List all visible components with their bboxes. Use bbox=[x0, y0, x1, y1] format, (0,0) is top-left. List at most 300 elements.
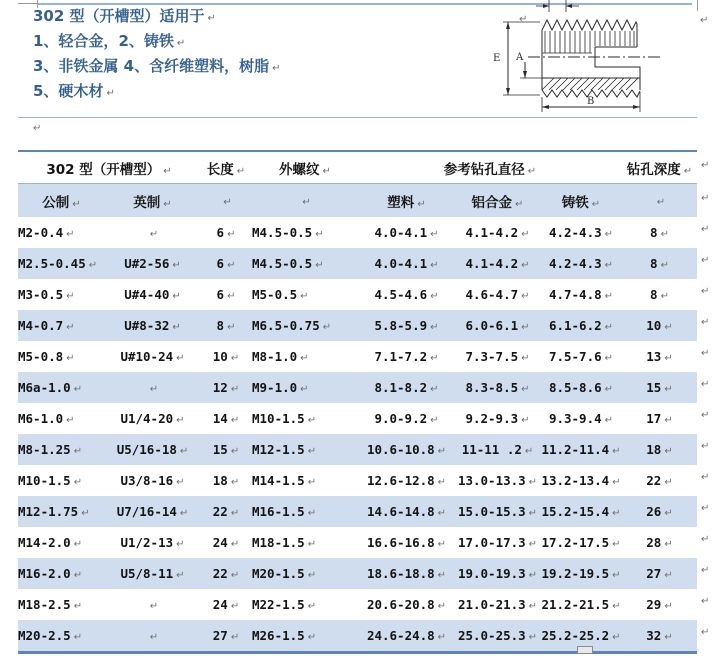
pilcrow-mark: ↵ bbox=[521, 384, 530, 395]
header-length: 长度 ↵ bbox=[200, 151, 252, 184]
cell-external-thread: M22-1.5 ↵ bbox=[252, 589, 358, 620]
intro-line: 302 型（开槽型）适用于 ↵ bbox=[33, 7, 216, 25]
cell-aluminum: 13.0-13.3 ↵ bbox=[455, 465, 540, 496]
pilcrow-mark: ↵ bbox=[612, 632, 621, 643]
table-row bbox=[18, 248, 697, 279]
header-empty bbox=[252, 184, 358, 218]
cell-length: 6 ↵ bbox=[200, 248, 252, 279]
insert-technical-drawing bbox=[478, 0, 710, 118]
cell-cast-iron: 25.2-25.2 ↵ bbox=[540, 620, 622, 653]
table-row bbox=[18, 403, 697, 434]
table-row bbox=[18, 310, 697, 341]
pilcrow-mark: ↵ bbox=[430, 229, 439, 240]
pilcrow-mark: ↵ bbox=[604, 353, 614, 364]
table-row bbox=[18, 527, 697, 558]
pilcrow-mark: ↵ bbox=[612, 508, 621, 519]
cell-depth: 18 ↵ bbox=[622, 434, 697, 465]
cell-cast-iron: 21.2-21.5 ↵ bbox=[540, 589, 622, 620]
pilcrow-mark: ↵ bbox=[664, 446, 673, 457]
pilcrow-mark: ↵ bbox=[591, 198, 601, 210]
pilcrow-mark: ↵ bbox=[302, 196, 311, 208]
pilcrow-mark: ↵ bbox=[437, 446, 447, 457]
cell-external-thread: M9-1.0 ↵ bbox=[252, 372, 358, 403]
pilcrow-mark: ↵ bbox=[230, 415, 240, 426]
cell-length: 12 ↵ bbox=[200, 372, 252, 403]
cell-depth: 27 ↵ bbox=[622, 558, 697, 589]
cell-plastic: 9.0-9.2 ↵ bbox=[358, 403, 455, 434]
pilcrow-mark: ↵ bbox=[230, 353, 240, 364]
cell-plastic: 8.1-8.2 ↵ bbox=[358, 372, 455, 403]
cell-metric: M2-0.4 ↵ bbox=[18, 217, 105, 248]
header-external-thread: 外螺纹 ↵ bbox=[252, 151, 358, 184]
header-metric: 公制 ↵ bbox=[18, 184, 105, 218]
cell-depth: 26 ↵ bbox=[622, 496, 697, 527]
cell-imperial: U5/16-18 ↵ bbox=[105, 434, 200, 465]
pilcrow-mark: ↵ bbox=[683, 165, 693, 177]
cell-external-thread: M4.5-0.5 ↵ bbox=[252, 217, 358, 248]
pilcrow-mark: ↵ bbox=[300, 291, 309, 302]
pilcrow-mark: ↵ bbox=[322, 165, 331, 177]
cell-cast-iron: 11.2-11.4 ↵ bbox=[540, 434, 622, 465]
pilcrow-mark: ↵ bbox=[524, 446, 534, 457]
table-row bbox=[18, 341, 697, 372]
cell-aluminum: 4.1-4.2 ↵ bbox=[455, 248, 540, 279]
pilcrow-mark: ↵ bbox=[437, 477, 447, 488]
pilcrow-mark: ↵ bbox=[417, 198, 426, 210]
cell-metric: M16-2.0 ↵ bbox=[18, 558, 105, 589]
pilcrow-mark: ↵ bbox=[227, 260, 236, 271]
pilcrow-mark: ↵ bbox=[521, 229, 530, 240]
intro-line: 1、轻合金，2、铸铁 ↵ bbox=[33, 32, 186, 50]
cell-imperial: U#2-56 ↵ bbox=[105, 248, 200, 279]
cell-length: 6 ↵ bbox=[200, 279, 252, 310]
cell-cast-iron: 17.2-17.5 ↵ bbox=[540, 527, 622, 558]
pilcrow-mark: ↵ bbox=[73, 384, 83, 395]
header-imperial: 英制 ↵ bbox=[105, 184, 200, 218]
pilcrow-mark: ↵ bbox=[73, 446, 83, 457]
pilcrow-mark: ↵ bbox=[176, 570, 185, 581]
cell-metric: M8-1.25 ↵ bbox=[18, 434, 105, 465]
pilcrow-mark: ↵ bbox=[664, 508, 673, 519]
cell-length: 14 ↵ bbox=[200, 403, 252, 434]
cell-imperial bbox=[105, 620, 200, 653]
pilcrow-mark: ↵ bbox=[604, 322, 614, 333]
pilcrow-mark: ↵ bbox=[660, 229, 669, 240]
header-empty bbox=[622, 184, 697, 218]
cell-external-thread: M5-0.5 ↵ bbox=[252, 279, 358, 310]
pilcrow-mark: ↵ bbox=[437, 570, 447, 581]
cell-length: 22 ↵ bbox=[200, 496, 252, 527]
cell-external-thread: M20-1.5 ↵ bbox=[252, 558, 358, 589]
pilcrow-mark: ↵ bbox=[179, 446, 189, 457]
pilcrow-mark: ↵ bbox=[664, 539, 673, 550]
end-of-row-mark: ↵ bbox=[701, 160, 710, 171]
cell-imperial: U5/8-11 ↵ bbox=[105, 558, 200, 589]
cell-metric: M3-0.5 ↵ bbox=[18, 279, 105, 310]
pilcrow-mark: ↵ bbox=[437, 601, 447, 612]
cell-aluminum: 4.6-4.7 ↵ bbox=[455, 279, 540, 310]
cell-cast-iron: 13.2-13.4 ↵ bbox=[540, 465, 622, 496]
pilcrow-mark: ↵ bbox=[307, 632, 317, 643]
cell-length: 24 ↵ bbox=[200, 527, 252, 558]
end-of-row-mark: ↵ bbox=[701, 441, 710, 452]
pilcrow-mark: ↵ bbox=[521, 260, 530, 271]
cell-metric: M5-0.8 ↵ bbox=[18, 341, 105, 372]
pilcrow-mark: ↵ bbox=[227, 229, 236, 240]
pilcrow-mark: ↵ bbox=[73, 601, 83, 612]
cell-depth: 15 ↵ bbox=[622, 372, 697, 403]
cell-plastic: 20.6-20.8 ↵ bbox=[358, 589, 455, 620]
cell-imperial: U#4-40 ↵ bbox=[105, 279, 200, 310]
end-of-row-mark: ↵ bbox=[701, 534, 710, 545]
cell-depth: 10 ↵ bbox=[622, 310, 697, 341]
end-of-row-mark: ↵ bbox=[701, 255, 710, 266]
cell-length: 24 ↵ bbox=[200, 589, 252, 620]
pilcrow-mark: ↵ bbox=[223, 196, 232, 208]
pilcrow-mark: ↵ bbox=[236, 165, 246, 177]
pilcrow-mark: ↵ bbox=[612, 539, 621, 550]
pilcrow-mark: ↵ bbox=[66, 353, 75, 364]
pilcrow-mark: ↵ bbox=[664, 322, 673, 333]
pilcrow-mark: ↵ bbox=[66, 415, 75, 426]
dim-label-E: E bbox=[493, 53, 501, 64]
cell-metric: M6-1.0 ↵ bbox=[18, 403, 105, 434]
cell-length: 15 ↵ bbox=[200, 434, 252, 465]
pilcrow-mark: ↵ bbox=[307, 539, 317, 550]
pilcrow-mark: ↵ bbox=[88, 260, 98, 271]
cell-length: 27 ↵ bbox=[200, 620, 252, 653]
pilcrow-mark: ↵ bbox=[604, 229, 614, 240]
pilcrow-mark: ↵ bbox=[528, 539, 538, 550]
cell-imperial: U1/2-13 ↵ bbox=[105, 527, 200, 558]
pilcrow-mark: ↵ bbox=[272, 63, 281, 74]
cell-external-thread: M18-1.5 ↵ bbox=[252, 527, 358, 558]
pilcrow-mark: ↵ bbox=[230, 539, 240, 550]
paragraph-mark: ↵ bbox=[33, 123, 42, 134]
header-model-group: 302 型（开槽型） ↵ bbox=[18, 151, 200, 184]
pilcrow-mark: ↵ bbox=[612, 446, 621, 457]
cell-cast-iron: 7.5-7.6 ↵ bbox=[540, 341, 622, 372]
pilcrow-mark: ↵ bbox=[307, 570, 317, 581]
pilcrow-mark: ↵ bbox=[664, 415, 673, 426]
cell-aluminum: 19.0-19.3 ↵ bbox=[455, 558, 540, 589]
cell-metric: M18-2.5 ↵ bbox=[18, 589, 105, 620]
cell-depth: 32 ↵ bbox=[622, 620, 697, 653]
pilcrow-mark: ↵ bbox=[230, 446, 240, 457]
table-header-row-1 bbox=[18, 151, 697, 184]
table-row bbox=[18, 558, 697, 589]
pilcrow-mark: ↵ bbox=[149, 601, 159, 612]
cell-plastic: 14.6-14.8 ↵ bbox=[358, 496, 455, 527]
pilcrow-mark: ↵ bbox=[176, 415, 185, 426]
pilcrow-mark: ↵ bbox=[528, 508, 538, 519]
table-row bbox=[18, 372, 697, 403]
pilcrow-mark: ↵ bbox=[430, 415, 439, 426]
cell-imperial: U#10-24 ↵ bbox=[105, 341, 200, 372]
table-row bbox=[18, 465, 697, 496]
cell-depth: 13 ↵ bbox=[622, 341, 697, 372]
cell-cast-iron: 8.5-8.6 ↵ bbox=[540, 372, 622, 403]
cell-aluminum: 17.0-17.3 ↵ bbox=[455, 527, 540, 558]
cell-depth: 28 ↵ bbox=[622, 527, 697, 558]
cell-depth: 29 ↵ bbox=[622, 589, 697, 620]
pilcrow-mark: ↵ bbox=[307, 446, 317, 457]
pilcrow-mark: ↵ bbox=[230, 632, 240, 643]
pilcrow-mark: ↵ bbox=[604, 260, 614, 271]
pilcrow-mark: ↵ bbox=[527, 165, 537, 177]
header-cast-iron: 铸铁 ↵ bbox=[540, 184, 622, 218]
cell-plastic: 7.1-7.2 ↵ bbox=[358, 341, 455, 372]
cell-cast-iron: 9.3-9.4 ↵ bbox=[540, 403, 622, 434]
table-row bbox=[18, 589, 697, 620]
table-row bbox=[18, 434, 697, 465]
pilcrow-mark: ↵ bbox=[66, 291, 75, 302]
pilcrow-mark: ↵ bbox=[307, 508, 317, 519]
pilcrow-mark: ↵ bbox=[230, 477, 240, 488]
end-of-row-mark: ↵ bbox=[701, 565, 710, 576]
cell-imperial bbox=[105, 372, 200, 403]
cell-imperial: U#8-32 ↵ bbox=[105, 310, 200, 341]
pilcrow-mark: ↵ bbox=[66, 322, 75, 333]
cell-length: 18 ↵ bbox=[200, 465, 252, 496]
pilcrow-mark: ↵ bbox=[528, 570, 538, 581]
end-of-row-mark: ↵ bbox=[701, 348, 710, 359]
cell-external-thread: M16-1.5 ↵ bbox=[252, 496, 358, 527]
pilcrow-mark: ↵ bbox=[664, 477, 673, 488]
pilcrow-mark: ↵ bbox=[700, 15, 709, 26]
cell-metric: M10-1.5 ↵ bbox=[18, 465, 105, 496]
table-resize-handle[interactable] bbox=[577, 646, 593, 654]
pilcrow-mark: ↵ bbox=[437, 632, 447, 643]
end-of-row-mark: ↵ bbox=[701, 286, 710, 297]
cell-cast-iron: 4.2-4.3 ↵ bbox=[540, 217, 622, 248]
pilcrow-mark: ↵ bbox=[521, 353, 530, 364]
cell-plastic: 4.5-4.6 ↵ bbox=[358, 279, 455, 310]
cell-imperial bbox=[105, 217, 200, 248]
pilcrow-mark: ↵ bbox=[604, 291, 614, 302]
pilcrow-mark: ↵ bbox=[300, 353, 309, 364]
pilcrow-mark: ↵ bbox=[66, 229, 75, 240]
pilcrow-mark: ↵ bbox=[521, 291, 530, 302]
pilcrow-mark: ↵ bbox=[227, 322, 236, 333]
cell-length: 6 ↵ bbox=[200, 217, 252, 248]
end-of-row-mark: ↵ bbox=[701, 596, 710, 607]
cell-cast-iron: 4.2-4.3 ↵ bbox=[540, 248, 622, 279]
pilcrow-mark: ↵ bbox=[300, 384, 309, 395]
pilcrow-mark: ↵ bbox=[176, 539, 185, 550]
cell-plastic: 10.6-10.8 ↵ bbox=[358, 434, 455, 465]
pilcrow-mark: ↵ bbox=[172, 322, 181, 333]
cell-plastic: 4.0-4.1 ↵ bbox=[358, 217, 455, 248]
pilcrow-mark: ↵ bbox=[656, 196, 666, 208]
cell-plastic: 5.8-5.9 ↵ bbox=[358, 310, 455, 341]
pilcrow-mark: ↵ bbox=[430, 384, 439, 395]
pilcrow-mark: ↵ bbox=[528, 632, 538, 643]
cell-depth: 17 ↵ bbox=[622, 403, 697, 434]
cell-metric: M14-2.0 ↵ bbox=[18, 527, 105, 558]
cell-external-thread: M4.5-0.5 ↵ bbox=[252, 248, 358, 279]
cell-aluminum: 21.0-21.3 ↵ bbox=[455, 589, 540, 620]
pilcrow-mark: ↵ bbox=[73, 477, 83, 488]
pilcrow-mark: ↵ bbox=[430, 353, 439, 364]
pilcrow-mark: ↵ bbox=[172, 291, 181, 302]
pilcrow-mark: ↵ bbox=[315, 260, 324, 271]
end-of-row-mark: ↵ bbox=[701, 317, 710, 328]
pilcrow-mark: ↵ bbox=[149, 632, 159, 643]
end-of-row-mark: ↵ bbox=[701, 224, 710, 235]
cell-plastic: 4.0-4.1 ↵ bbox=[358, 248, 455, 279]
cell-depth: 22 ↵ bbox=[622, 465, 697, 496]
cell-metric: M2.5-0.45 ↵ bbox=[18, 248, 105, 279]
pilcrow-mark: ↵ bbox=[73, 632, 83, 643]
pilcrow-mark: ↵ bbox=[73, 539, 83, 550]
pilcrow-mark: ↵ bbox=[604, 384, 614, 395]
cell-cast-iron: 4.7-4.8 ↵ bbox=[540, 279, 622, 310]
cell-aluminum: 15.0-15.3 ↵ bbox=[455, 496, 540, 527]
cell-aluminum: 9.2-9.3 ↵ bbox=[455, 403, 540, 434]
end-of-row-mark: ↵ bbox=[701, 379, 710, 390]
intro-text bbox=[33, 5, 281, 105]
table-row bbox=[18, 217, 697, 248]
pilcrow-mark: ↵ bbox=[437, 508, 447, 519]
pilcrow-mark: ↵ bbox=[307, 477, 317, 488]
cell-depth: 8 ↵ bbox=[622, 217, 697, 248]
cell-imperial bbox=[105, 589, 200, 620]
table-row bbox=[18, 620, 697, 653]
pilcrow-mark: ↵ bbox=[664, 632, 673, 643]
pilcrow-mark: ↵ bbox=[163, 198, 172, 210]
pilcrow-mark: ↵ bbox=[307, 601, 317, 612]
cell-imperial: U7/16-14 ↵ bbox=[105, 496, 200, 527]
cell-aluminum: 7.3-7.5 ↵ bbox=[455, 341, 540, 372]
cell-plastic: 24.6-24.8 ↵ bbox=[358, 620, 455, 653]
pilcrow-mark: ↵ bbox=[664, 353, 673, 364]
pilcrow-mark: ↵ bbox=[528, 601, 538, 612]
pilcrow-mark: ↵ bbox=[322, 322, 332, 333]
cell-external-thread: M14-1.5 ↵ bbox=[252, 465, 358, 496]
end-of-row-mark: ↵ bbox=[701, 410, 710, 421]
pilcrow-mark: ↵ bbox=[430, 260, 439, 271]
cell-aluminum: 25.0-25.3 ↵ bbox=[455, 620, 540, 653]
pilcrow-mark: ↵ bbox=[437, 539, 447, 550]
cell-depth: 8 ↵ bbox=[622, 279, 697, 310]
cell-aluminum: 8.3-8.5 ↵ bbox=[455, 372, 540, 403]
pilcrow-mark: ↵ bbox=[660, 291, 669, 302]
pilcrow-mark: ↵ bbox=[521, 415, 530, 426]
pilcrow-mark: ↵ bbox=[230, 384, 240, 395]
header-ref-drill-diameter: 参考钻孔直径 ↵ bbox=[358, 151, 622, 184]
pilcrow-mark: ↵ bbox=[227, 291, 236, 302]
pilcrow-mark: ↵ bbox=[72, 198, 81, 210]
cell-imperial: U3/8-16 ↵ bbox=[105, 465, 200, 496]
pilcrow-mark: ↵ bbox=[515, 198, 524, 210]
pilcrow-mark: ↵ bbox=[176, 38, 186, 49]
cell-external-thread: M6.5-0.75 ↵ bbox=[252, 310, 358, 341]
cell-aluminum: 11-11 .2 ↵ bbox=[455, 434, 540, 465]
cell-length: 10 ↵ bbox=[200, 341, 252, 372]
pilcrow-mark: ↵ bbox=[149, 384, 159, 395]
pilcrow-mark: ↵ bbox=[664, 601, 673, 612]
pilcrow-mark: ↵ bbox=[176, 477, 185, 488]
pilcrow-mark: ↵ bbox=[528, 477, 538, 488]
cell-external-thread: M12-1.5 ↵ bbox=[252, 434, 358, 465]
pilcrow-mark: ↵ bbox=[660, 260, 669, 271]
pilcrow-mark: ↵ bbox=[612, 477, 621, 488]
pilcrow-mark: ↵ bbox=[307, 415, 317, 426]
spec-table bbox=[18, 150, 697, 654]
dim-label-A: A bbox=[516, 52, 524, 63]
end-of-row-mark: ↵ bbox=[701, 503, 710, 514]
cell-plastic: 18.6-18.8 ↵ bbox=[358, 558, 455, 589]
pilcrow-mark: ↵ bbox=[521, 322, 530, 333]
pilcrow-mark: ↵ bbox=[230, 601, 240, 612]
cell-plastic: 12.6-12.8 ↵ bbox=[358, 465, 455, 496]
header-drill-depth: 钻孔深度 ↵ bbox=[622, 151, 697, 184]
header-plastic: 塑料 ↵ bbox=[358, 184, 455, 218]
intro-line: 5、硬木材 ↵ bbox=[33, 82, 115, 100]
cell-metric: M4-0.7 ↵ bbox=[18, 310, 105, 341]
cell-metric: M12-1.75 ↵ bbox=[18, 496, 105, 527]
pilcrow-mark: ↵ bbox=[207, 13, 216, 24]
pilcrow-mark: ↵ bbox=[176, 353, 185, 364]
pilcrow-mark: ↵ bbox=[73, 570, 83, 581]
end-of-row-mark: ↵ bbox=[701, 627, 710, 638]
pilcrow-mark: ↵ bbox=[149, 229, 159, 240]
cell-aluminum: 4.1-4.2 ↵ bbox=[455, 217, 540, 248]
pilcrow-mark: ↵ bbox=[664, 384, 673, 395]
cell-cast-iron: 6.1-6.2 ↵ bbox=[540, 310, 622, 341]
cell-aluminum: 6.0-6.1 ↵ bbox=[455, 310, 540, 341]
table-row bbox=[18, 279, 697, 310]
pilcrow-mark: ↵ bbox=[230, 508, 240, 519]
pilcrow-mark: ↵ bbox=[519, 14, 528, 25]
cell-metric: M6a-1.0 ↵ bbox=[18, 372, 105, 403]
pilcrow-mark: ↵ bbox=[179, 508, 189, 519]
header-aluminum: 铝合金 ↵ bbox=[455, 184, 540, 218]
cell-external-thread: M10-1.5 ↵ bbox=[252, 403, 358, 434]
cell-metric: M20-2.5 ↵ bbox=[18, 620, 105, 653]
cell-cast-iron: 15.2-15.4 ↵ bbox=[540, 496, 622, 527]
end-of-row-mark: ↵ bbox=[701, 193, 710, 204]
pilcrow-mark: ↵ bbox=[163, 165, 172, 177]
pilcrow-mark: ↵ bbox=[664, 570, 673, 581]
margin-mark-top-left-h bbox=[18, 3, 37, 4]
pilcrow-mark: ↵ bbox=[230, 570, 240, 581]
pilcrow-mark: ↵ bbox=[106, 88, 115, 99]
table-row bbox=[18, 496, 697, 527]
intro-line: 3、非铁金属 4、含纤维塑料，树脂 ↵ bbox=[33, 57, 281, 75]
pilcrow-mark: ↵ bbox=[612, 570, 621, 581]
end-of-row-mark: ↵ bbox=[701, 472, 710, 483]
pilcrow-mark: ↵ bbox=[430, 322, 439, 333]
pilcrow-mark: ↵ bbox=[172, 260, 181, 271]
cell-length: 8 ↵ bbox=[200, 310, 252, 341]
pilcrow-mark: ↵ bbox=[430, 291, 439, 302]
cell-cast-iron: 19.2-19.5 ↵ bbox=[540, 558, 622, 589]
cell-plastic: 16.6-16.8 ↵ bbox=[358, 527, 455, 558]
cell-depth: 8 ↵ bbox=[622, 248, 697, 279]
table-header-row-2 bbox=[18, 184, 697, 218]
cell-imperial: U1/4-20 ↵ bbox=[105, 403, 200, 434]
spec-table-body bbox=[18, 217, 697, 653]
pilcrow-mark: ↵ bbox=[315, 229, 324, 240]
dim-label-B: B bbox=[587, 96, 595, 107]
pilcrow-mark: ↵ bbox=[604, 415, 614, 426]
pilcrow-mark: ↵ bbox=[81, 508, 90, 519]
header-empty bbox=[200, 184, 252, 218]
cell-external-thread: M26-1.5 ↵ bbox=[252, 620, 358, 653]
cell-external-thread: M8-1.0 ↵ bbox=[252, 341, 358, 372]
